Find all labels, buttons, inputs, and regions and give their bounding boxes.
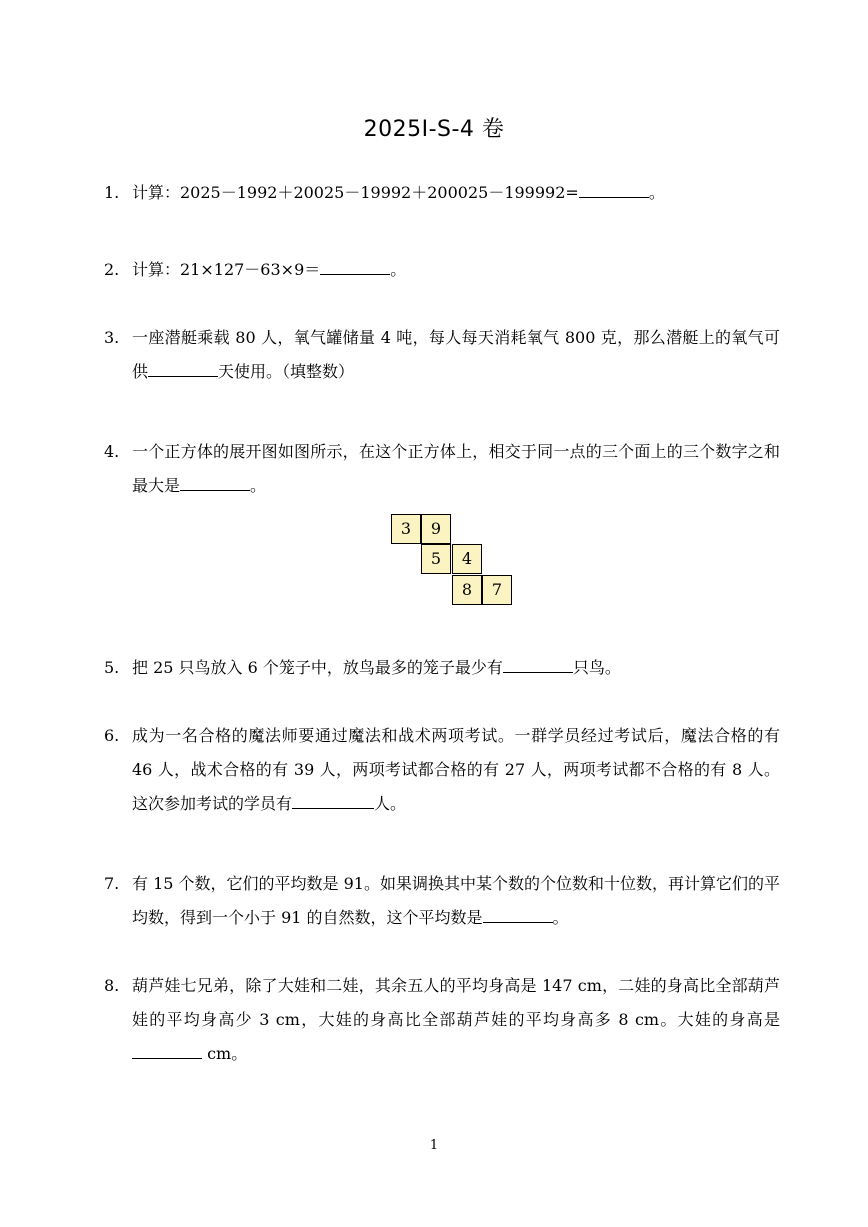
question-7 (104, 867, 780, 935)
question-number: 4. (104, 442, 120, 461)
cube-face: 3 (391, 514, 421, 544)
question-text-end: cm。 (202, 1044, 248, 1063)
cube-face: 8 (452, 575, 482, 605)
question-5 (104, 651, 780, 685)
question-number: 1. (104, 183, 120, 202)
question-number: 6. (104, 726, 120, 745)
answer-blank[interactable] (503, 654, 573, 673)
question-text: 一座潜艇乘载 80 人，氧气罐储量 4 吨，每人每天消耗氧气 800 克，那么潜艇上的氧气可供 (132, 328, 780, 381)
cube-face: 5 (421, 544, 451, 574)
question-number: 3. (104, 328, 120, 347)
question-3 (104, 321, 780, 389)
page-title: 2025I-S-4 卷 (363, 117, 505, 142)
answer-blank[interactable] (320, 256, 390, 275)
question-text-end: 。 (648, 183, 665, 202)
question-number: 5. (104, 658, 120, 677)
question-1 (104, 176, 780, 210)
question-text-end: 人。 (374, 794, 407, 813)
page-number: 1 (429, 1138, 439, 1153)
question-text: 葫芦娃七兄弟，除了大娃和二娃，其余五人的平均身高是 147 cm，二娃的身高比全部葫芦娃的平均身高少 3 cm，大娃的身高比全部葫芦娃的平均身高多 8 cm。大娃的身高是 (132, 976, 780, 1029)
question-number: 7. (104, 874, 120, 893)
question-text: 把 25 只鸟放入 6 个笼子中，放鸟最多的笼子最少有 (132, 658, 503, 677)
question-text-end: 。 (552, 908, 569, 927)
question-text: 有 15 个数，它们的平均数是 91。如果调换其中某个数的个位数和十位数，再计算它们的平均数，得到一个小于 91 的自然数，这个平均数是 (132, 874, 780, 927)
answer-blank[interactable] (483, 904, 553, 923)
question-2 (104, 253, 780, 287)
question-number: 8. (104, 976, 120, 995)
question-text: 一个正方体的展开图如图所示，在这个正方体上，相交于同一点的三个面上的三个数字之和最大是 (132, 442, 780, 495)
question-6 (104, 719, 780, 821)
question-text-end: 只鸟。 (572, 658, 621, 677)
answer-blank[interactable] (148, 358, 218, 377)
answer-blank[interactable] (132, 1040, 202, 1059)
question-text-end: 天使用。（填整数） (218, 362, 355, 381)
cube-face: 7 (482, 575, 512, 605)
answer-blank[interactable] (180, 472, 250, 491)
question-text: 计算：21×127－63×9＝ (132, 260, 321, 279)
question-text: 计算：2025－1992＋20025－19992＋200025－199992= (132, 183, 579, 202)
question-number: 2. (104, 260, 120, 279)
answer-blank[interactable] (579, 179, 649, 198)
question-text: 成为一名合格的魔法师要通过魔法和战术两项考试。一群学员经过考试后，魔法合格的有 46 人，战术合格的有 39 人，两项考试都合格的有 27 人，两项考试都不合格的有 8 人。这次参加考试的学员有 (132, 726, 780, 813)
cube-face: 4 (452, 544, 482, 574)
question-8 (104, 969, 780, 1071)
question-4 (104, 435, 780, 503)
question-text-end: 。 (390, 260, 407, 279)
cube-face: 9 (421, 514, 451, 544)
answer-blank[interactable] (292, 790, 374, 809)
question-text-end: 。 (250, 476, 267, 495)
